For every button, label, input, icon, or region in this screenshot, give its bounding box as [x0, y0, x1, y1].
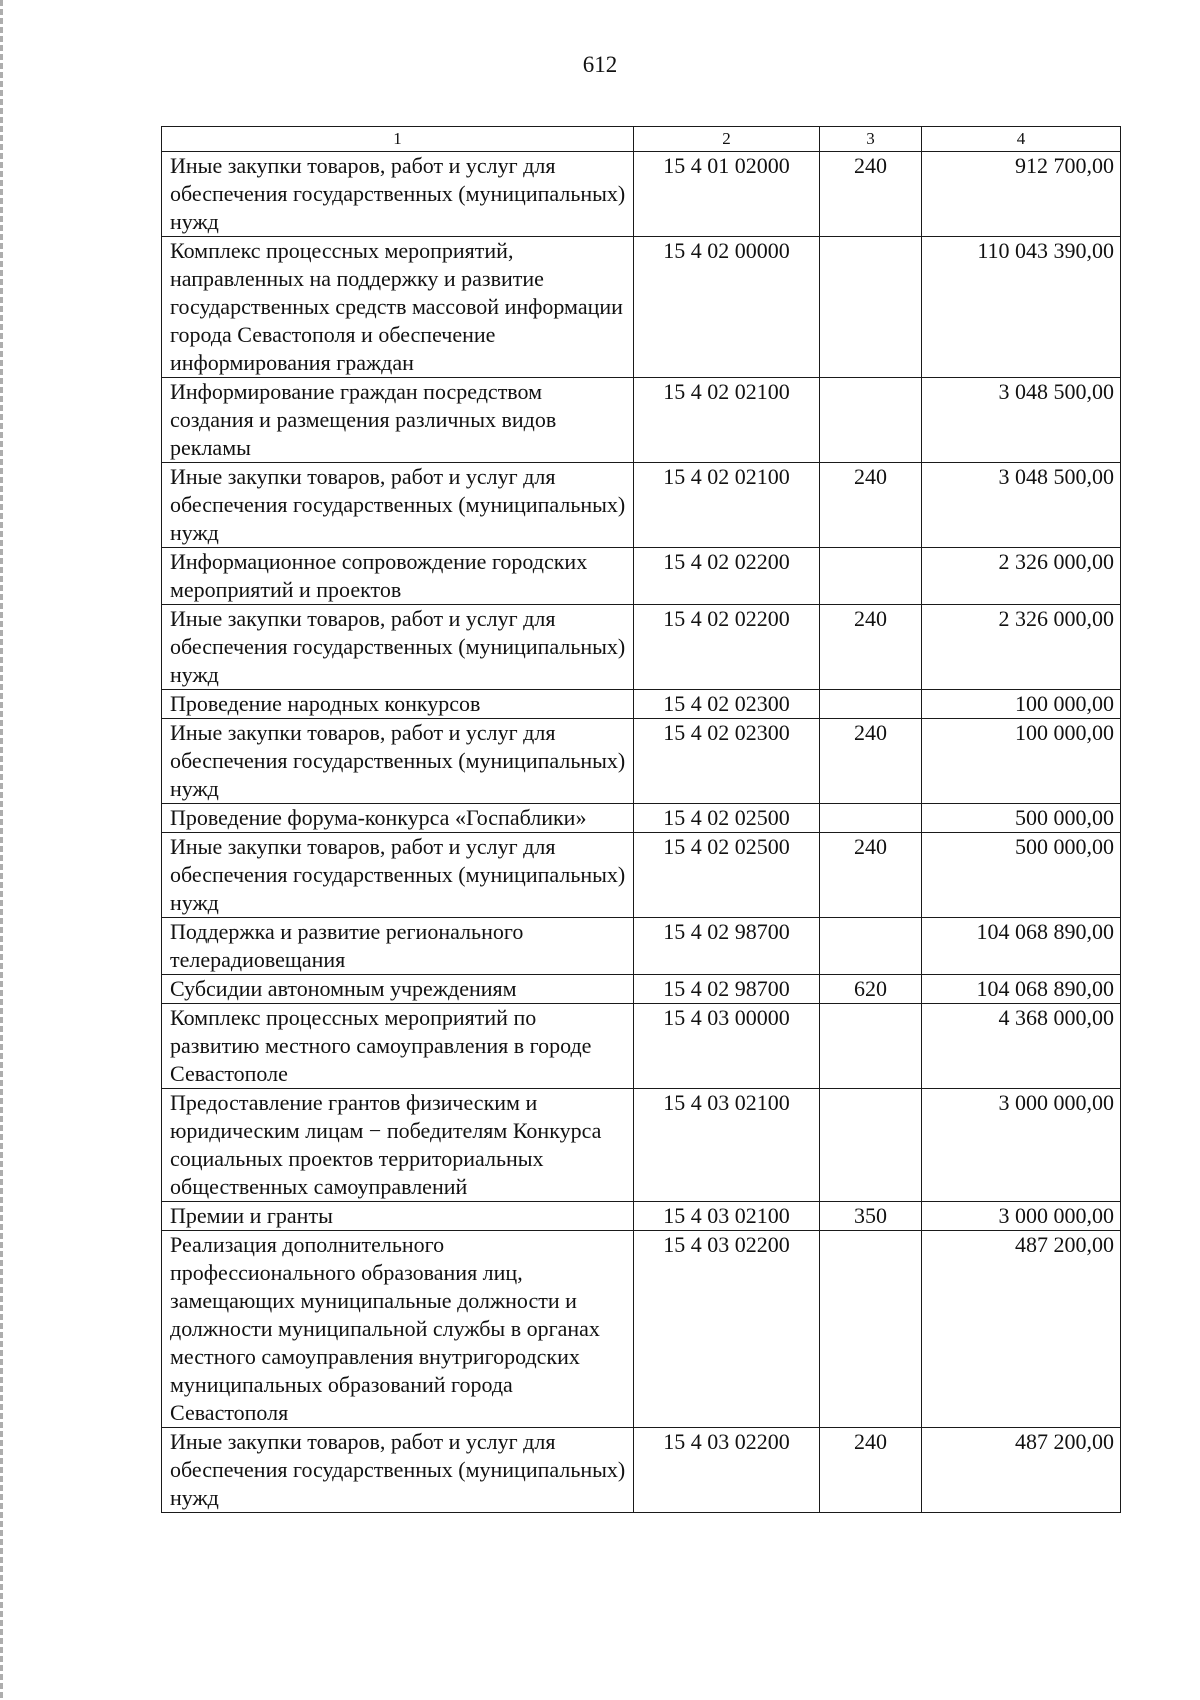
- row-type-cell: [820, 237, 922, 378]
- row-code-cell: 15 4 02 98700: [634, 918, 820, 975]
- row-type-cell: [820, 1004, 922, 1089]
- row-amount-cell: 104 068 890,00: [922, 975, 1121, 1004]
- row-amount-cell: 3 048 500,00: [922, 463, 1121, 548]
- row-amount-cell: 4 368 000,00: [922, 1004, 1121, 1089]
- row-amount-cell: 110 043 390,00: [922, 237, 1121, 378]
- row-type-cell: [820, 378, 922, 463]
- row-type-cell: 240: [820, 463, 922, 548]
- row-code-cell: 15 4 02 02200: [634, 548, 820, 605]
- table-row: [162, 918, 1121, 975]
- row-amount-cell: 2 326 000,00: [922, 605, 1121, 690]
- row-type-cell: [820, 918, 922, 975]
- row-type-cell: 240: [820, 1428, 922, 1513]
- row-amount-cell: 912 700,00: [922, 152, 1121, 237]
- table-row: [162, 1089, 1121, 1202]
- row-code-cell: 15 4 02 02300: [634, 690, 820, 719]
- row-name-cell: Информирование граждан посредством создания и размещения различных видов рекламы: [162, 378, 634, 463]
- row-name-cell: Реализация дополнительного профессионального образования лиц, замещающих муниципальные должности и должности муниципальной службы в органах местного самоуправления внутригородских муниципальных образований города Севастополя: [162, 1231, 634, 1428]
- row-name-cell: Иные закупки товаров, работ и услуг для обеспечения государственных (муниципальных) нужд: [162, 833, 634, 918]
- row-code-cell: 15 4 03 02200: [634, 1231, 820, 1428]
- column-header-amount: 4: [922, 127, 1121, 152]
- table-row: [162, 833, 1121, 918]
- row-code-cell: 15 4 01 02000: [634, 152, 820, 237]
- row-code-cell: 15 4 02 98700: [634, 975, 820, 1004]
- row-code-cell: 15 4 02 02100: [634, 378, 820, 463]
- row-type-cell: [820, 804, 922, 833]
- row-amount-cell: 2 326 000,00: [922, 548, 1121, 605]
- table-row: [162, 1231, 1121, 1428]
- row-amount-cell: 3 000 000,00: [922, 1202, 1121, 1231]
- row-type-cell: 350: [820, 1202, 922, 1231]
- row-type-cell: [820, 1231, 922, 1428]
- row-code-cell: 15 4 02 00000: [634, 237, 820, 378]
- row-type-cell: 240: [820, 833, 922, 918]
- row-name-cell: Комплекс процессных мероприятий, направленных на поддержку и развитие государственных средств массовой информации города Севастополя и обеспечение информирования граждан: [162, 237, 634, 378]
- row-code-cell: 15 4 03 00000: [634, 1004, 820, 1089]
- row-type-cell: 240: [820, 152, 922, 237]
- table-row: [162, 605, 1121, 690]
- row-code-cell: 15 4 03 02100: [634, 1202, 820, 1231]
- row-code-cell: 15 4 02 02200: [634, 605, 820, 690]
- row-amount-cell: 100 000,00: [922, 719, 1121, 804]
- row-code-cell: 15 4 03 02200: [634, 1428, 820, 1513]
- table-row: [162, 1202, 1121, 1231]
- column-header-code: 2: [634, 127, 820, 152]
- row-amount-cell: 487 200,00: [922, 1231, 1121, 1428]
- row-type-cell: [820, 548, 922, 605]
- row-code-cell: 15 4 02 02500: [634, 804, 820, 833]
- table-body: [162, 152, 1121, 1513]
- row-name-cell: Предоставление грантов физическим и юридическим лицам − победителям Конкурса социальных проектов территориальных общественных самоуправлений: [162, 1089, 634, 1202]
- row-amount-cell: 3 000 000,00: [922, 1089, 1121, 1202]
- row-name-cell: Иные закупки товаров, работ и услуг для обеспечения государственных (муниципальных) нужд: [162, 1428, 634, 1513]
- row-name-cell: Иные закупки товаров, работ и услуг для обеспечения государственных (муниципальных) нужд: [162, 719, 634, 804]
- row-name-cell: Иные закупки товаров, работ и услуг для обеспечения государственных (муниципальных) нужд: [162, 152, 634, 237]
- page-number: 612: [582, 52, 618, 77]
- row-name-cell: Иные закупки товаров, работ и услуг для обеспечения государственных (муниципальных) нужд: [162, 463, 634, 548]
- row-type-cell: [820, 690, 922, 719]
- row-amount-cell: 3 048 500,00: [922, 378, 1121, 463]
- column-header-name: 1: [162, 127, 634, 152]
- table-row: [162, 548, 1121, 605]
- scan-edge-mark: [0, 0, 3, 1700]
- table-row: [162, 804, 1121, 833]
- row-type-cell: 620: [820, 975, 922, 1004]
- row-amount-cell: 500 000,00: [922, 833, 1121, 918]
- row-code-cell: 15 4 02 02100: [634, 463, 820, 548]
- row-type-cell: 240: [820, 605, 922, 690]
- row-amount-cell: 487 200,00: [922, 1428, 1121, 1513]
- row-name-cell: Поддержка и развитие регионального телерадиовещания: [162, 918, 634, 975]
- row-amount-cell: 104 068 890,00: [922, 918, 1121, 975]
- row-amount-cell: 100 000,00: [922, 690, 1121, 719]
- row-code-cell: 15 4 02 02300: [634, 719, 820, 804]
- table-header-row: [162, 127, 1121, 152]
- row-name-cell: Проведение форума-конкурса «Госпаблики»: [162, 804, 634, 833]
- row-type-cell: 240: [820, 719, 922, 804]
- table-row: [162, 690, 1121, 719]
- row-name-cell: Иные закупки товаров, работ и услуг для обеспечения государственных (муниципальных) нужд: [162, 605, 634, 690]
- row-name-cell: Премии и гранты: [162, 1202, 634, 1231]
- table-row: [162, 719, 1121, 804]
- column-header-type: 3: [820, 127, 922, 152]
- row-name-cell: Информационное сопровождение городских мероприятий и проектов: [162, 548, 634, 605]
- row-code-cell: 15 4 02 02500: [634, 833, 820, 918]
- budget-table: [161, 126, 1121, 1513]
- row-amount-cell: 500 000,00: [922, 804, 1121, 833]
- table-row: [162, 975, 1121, 1004]
- row-code-cell: 15 4 03 02100: [634, 1089, 820, 1202]
- table-row: [162, 378, 1121, 463]
- table-row: [162, 463, 1121, 548]
- row-name-cell: Субсидии автономным учреждениям: [162, 975, 634, 1004]
- row-name-cell: Комплекс процессных мероприятий по развитию местного самоуправления в городе Севастополе: [162, 1004, 634, 1089]
- table-row: [162, 1004, 1121, 1089]
- table-row: [162, 152, 1121, 237]
- row-name-cell: Проведение народных конкурсов: [162, 690, 634, 719]
- table-row: [162, 1428, 1121, 1513]
- row-type-cell: [820, 1089, 922, 1202]
- table-row: [162, 237, 1121, 378]
